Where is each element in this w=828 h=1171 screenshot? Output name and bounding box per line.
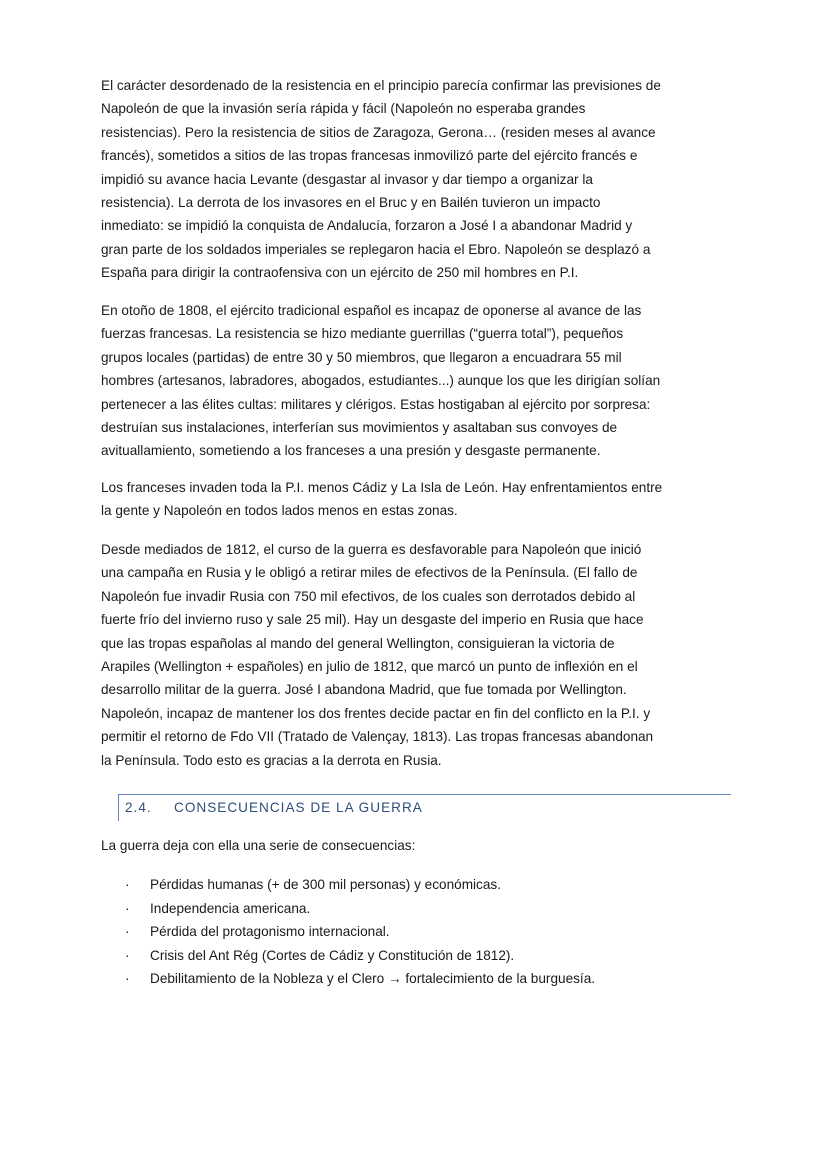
list-item-text: Pérdida del protagonismo internacional. xyxy=(150,924,390,940)
consequences-list xyxy=(101,873,595,991)
list-item xyxy=(101,897,595,921)
list-item-text: Crisis del Ant Rég (Cortes de Cádiz y Constitución de 1812). xyxy=(150,947,515,963)
heading-title: CONSECUENCIAS DE LA GUERRA xyxy=(174,800,423,815)
text-line: que las tropas españolas al mando del general Wellington, consiguieran la victoria de xyxy=(101,635,615,651)
text-line: avituallamiento, sometiendo a los franceses a una presión y desgaste permanente. xyxy=(101,443,601,459)
text-line: la Península. Todo esto es gracias a la derrota en Rusia. xyxy=(101,752,442,768)
list-item xyxy=(101,944,595,968)
text-line: francés), sometidos a sitios de las tropas francesas inmovilizó parte del ejército francés e xyxy=(101,148,638,164)
paragraph-1812 xyxy=(101,538,653,772)
text-line: Napoleón de que la invasión sería rápida y fácil (Napoleón no esperaba grandes xyxy=(101,101,586,117)
text-line: El carácter desordenado de la resistencia en el principio parecía confirmar las previsiones de xyxy=(101,78,661,93)
text-line: gran parte de los soldados imperiales se replegaron hacia el Ebro. Napoleón se desplazó a xyxy=(101,241,651,257)
paragraph-resistencia xyxy=(101,74,661,285)
text-line: permitir el retorno de Fdo VII (Tratado de Valençay, 1813). Las tropas francesas abandonan xyxy=(101,729,654,745)
bullet-icon: · xyxy=(125,947,130,963)
list-item xyxy=(101,873,595,897)
heading-number: 2.4. xyxy=(125,800,152,815)
bullet-icon: · xyxy=(125,900,130,916)
text-line: En otoño de 1808, el ejército tradicional español es incapaz de oponerse al avance de las xyxy=(101,303,642,318)
list-item-text: Independencia americana. xyxy=(150,900,311,916)
list-item-text: Pérdidas humanas (+ de 300 mil personas) y económicas. xyxy=(150,877,501,892)
text-line: Desde mediados de 1812, el curso de la guerra es desfavorable para Napoleón que inició xyxy=(101,542,642,557)
bullet-icon: · xyxy=(125,971,130,987)
text-line: La guerra deja con ella una serie de consecuencias: xyxy=(101,838,416,853)
text-line: inmediato: se impidió la conquista de Andalucía, forzaron a José I a abandonar Madrid y xyxy=(101,218,633,234)
text-line: destruían sus instalaciones, interferían sus movimientos y asaltaban sus convoyes de xyxy=(101,420,618,436)
text-line: resistencias). Pero la resistencia de sitios de Zaragoza, Gerona… (residen meses al avance xyxy=(101,124,656,140)
text-line: Napoleón fue invadir Rusia con 750 mil efectivos, de los cuales son derrotados debido al xyxy=(101,588,636,604)
text-line: fuerte frío del invierno ruso y sale 25 mil). Hay un desgaste del imperio en Rusia que hace xyxy=(101,612,644,628)
bullet-icon: · xyxy=(125,877,130,892)
paragraph-consecuencias-intro xyxy=(101,834,415,857)
list-item xyxy=(101,920,595,944)
text-line: Los franceses invaden toda la P.I. menos Cádiz y La Isla de León. Hay enfrentamientos entre xyxy=(101,480,663,495)
text-line: España para dirigir la contraofensiva con un ejército de 250 mil hombres en P.I. xyxy=(101,265,579,281)
text-line: fuerzas francesas. La resistencia se hizo mediante guerrillas (“guerra total”), pequeños xyxy=(101,326,624,342)
text-line: resistencia). La derrota de los invasores en el Bruc y en Bailén tuvieron un impacto xyxy=(101,195,601,211)
text-line: una campaña en Rusia y le obligó a retirar miles de efectivos de la Península. (El fallo de xyxy=(101,565,638,581)
list-item-text: Debilitamiento de la Nobleza y el Clero → fortalecimiento de la burguesía. xyxy=(150,971,596,987)
list-item xyxy=(101,967,595,991)
text-line: hombres (artesanos, labradores, abogados, estudiantes...) aunque los que les dirigían solían xyxy=(101,373,661,389)
bullet-icon: · xyxy=(125,924,130,940)
text-line: impidió su avance hacia Levante (desgastar al invasor y dar tiempo a organizar la xyxy=(101,171,593,187)
text-line: pertenecer a las élites cultas: militares y clérigos. Estas hostigaban al ejército por sorpresa: xyxy=(101,396,651,412)
section-heading xyxy=(118,794,731,821)
text-line: desarrollo militar de la guerra. José I abandona Madrid, que fue tomada por Wellington. xyxy=(101,682,627,698)
paragraph-guerrillas xyxy=(101,299,660,463)
text-line: la gente y Napoleón en todos lados menos en estas zonas. xyxy=(101,503,458,519)
paragraph-invasion xyxy=(101,476,662,523)
text-line: grupos locales (partidas) de entre 30 y 50 miembros, que llegaron a encuadrara 55 mil xyxy=(101,349,622,365)
text-line: Napoleón, incapaz de mantener los dos frentes decide pactar en fin del conflicto en la P.I. y xyxy=(101,705,651,721)
text-line: Arapiles (Wellington + españoles) en julio de 1812, que marcó un punto de inflexión en el xyxy=(101,659,638,675)
